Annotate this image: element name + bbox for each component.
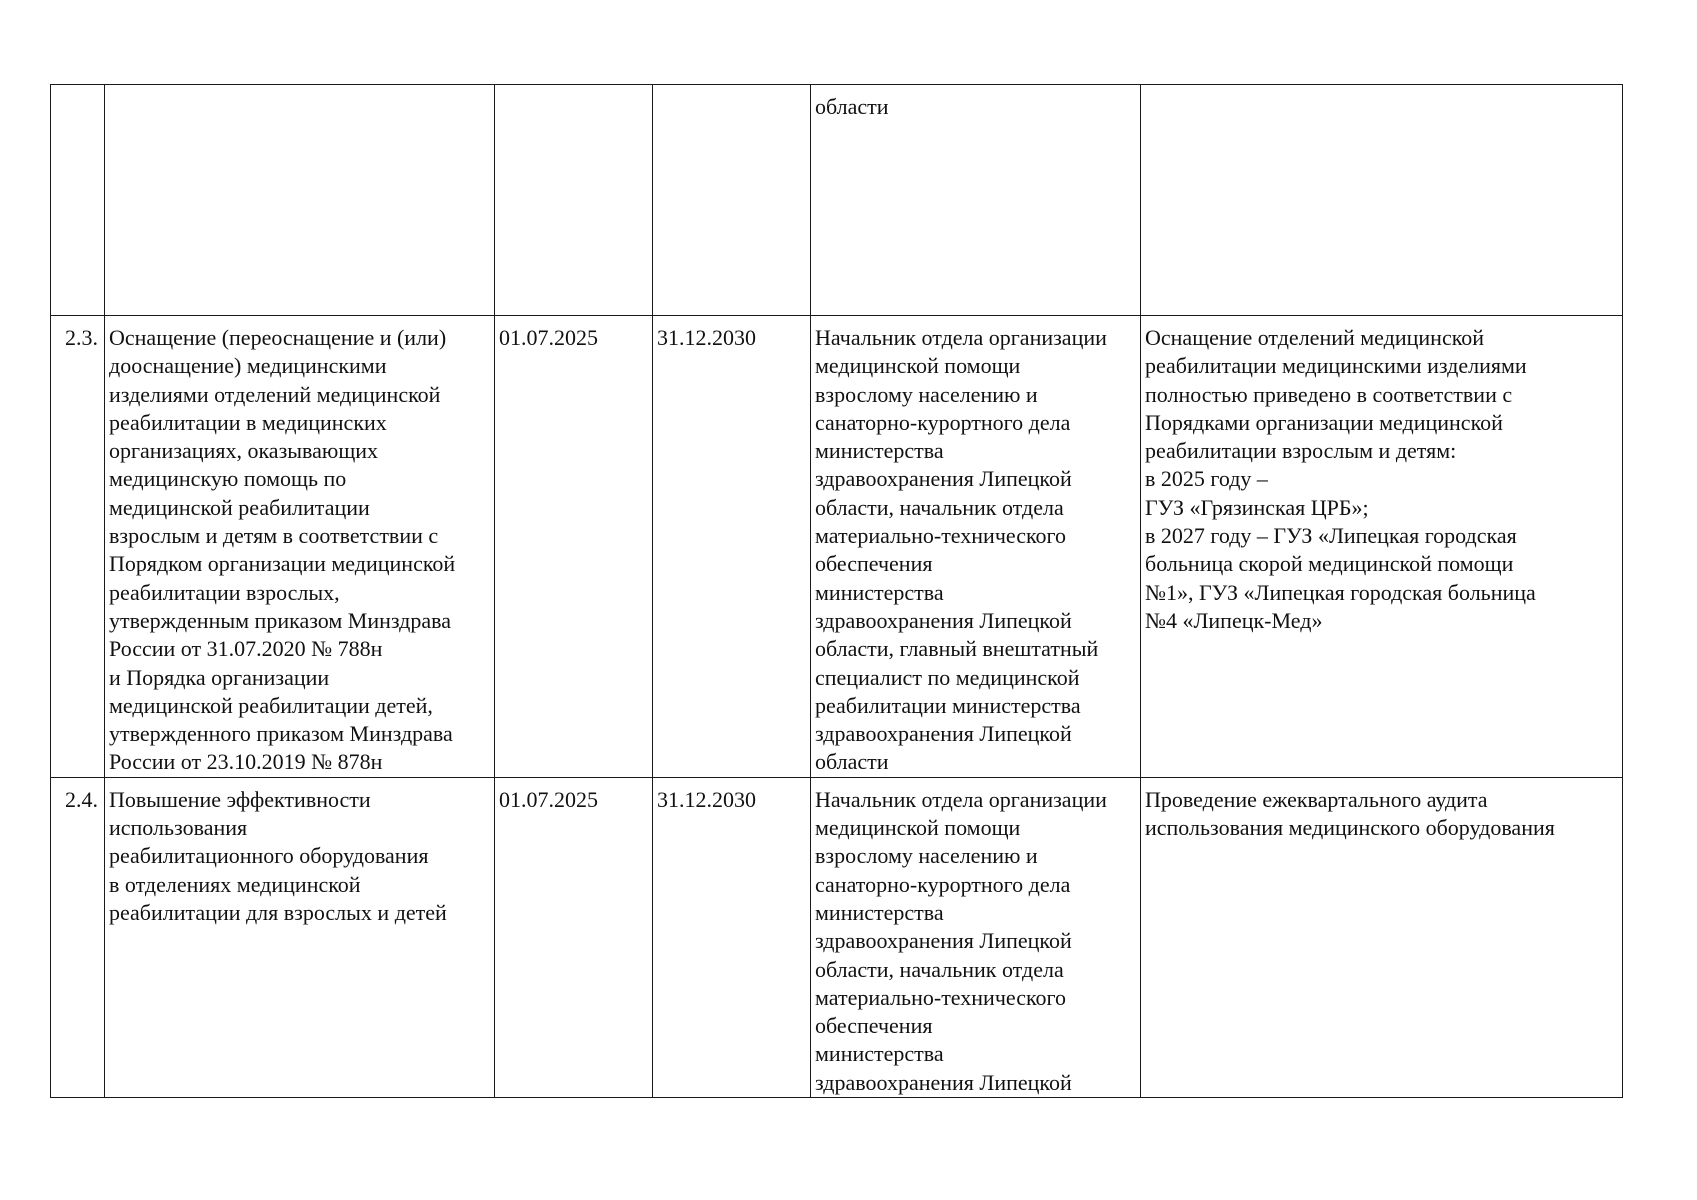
end-date-cell — [653, 85, 811, 316]
result-cell: Оснащение отделений медицинской реабилитации медицинскими изделиями полностью приведено в соответствии с Порядками организации медицинской реабилитации взрослым и детям: в 2025 году – ГУЗ «Грязинская ЦРБ»; в 2027 году – ГУЗ «Липецкая городская больница скорой медицинской помощи №1», ГУЗ «Липецкая городская больница №4 «Липецк-Мед» — [1141, 316, 1623, 778]
result-cell — [1141, 85, 1623, 316]
activity-name-cell — [105, 85, 495, 316]
start-date-cell: 01.07.2025 — [495, 316, 653, 778]
table-row — [51, 85, 1623, 316]
end-date-cell: 31.12.2030 — [653, 316, 811, 778]
row-number-cell — [51, 85, 105, 316]
start-date-cell — [495, 85, 653, 316]
activity-name-cell: Оснащение (переоснащение и (или) дооснащение) медицинскими изделиями отделений медицинской реабилитации в медицинских организациях, оказывающих медицинскую помощь по медицинской реабилитации взрослым и детям в соответствии с Порядком организации медицинской реабилитации взрослых, утвержденным приказом Минздрава России от 31.07.2020 № 788н и Порядка организации медицинской реабилитации детей, утвержденного приказом Минздрава России от 23.10.2019 № 878н — [105, 316, 495, 778]
plan-table — [50, 84, 1623, 1098]
table-row — [51, 316, 1623, 778]
responsible-cell: Начальник отдела организации медицинской помощи взрослому населению и санаторно-курортного дела министерства здравоохранения Липецкой области, начальник отдела материально-технического обеспечения министерства здравоохранения Липецкой области, главный внештатный специалист по медицинской реабилитации министерства здравоохранения Липецкой области — [811, 316, 1141, 778]
activity-name-cell: Повышение эффективности использования реабилитационного оборудования в отделениях медицинской реабилитации для взрослых и детей — [105, 777, 495, 1097]
start-date-cell: 01.07.2025 — [495, 777, 653, 1097]
table-row — [51, 777, 1623, 1097]
responsible-cell: области — [811, 85, 1141, 316]
row-number-cell: 2.4. — [51, 777, 105, 1097]
responsible-cell: Начальник отдела организации медицинской помощи взрослому населению и санаторно-курортного дела министерства здравоохранения Липецкой области, начальник отдела материально-технического обеспечения министерства здравоохранения Липецкой — [811, 777, 1141, 1097]
result-cell: Проведение ежеквартального аудита использования медицинского оборудования — [1141, 777, 1623, 1097]
end-date-cell: 31.12.2030 — [653, 777, 811, 1097]
row-number-cell: 2.3. — [51, 316, 105, 778]
